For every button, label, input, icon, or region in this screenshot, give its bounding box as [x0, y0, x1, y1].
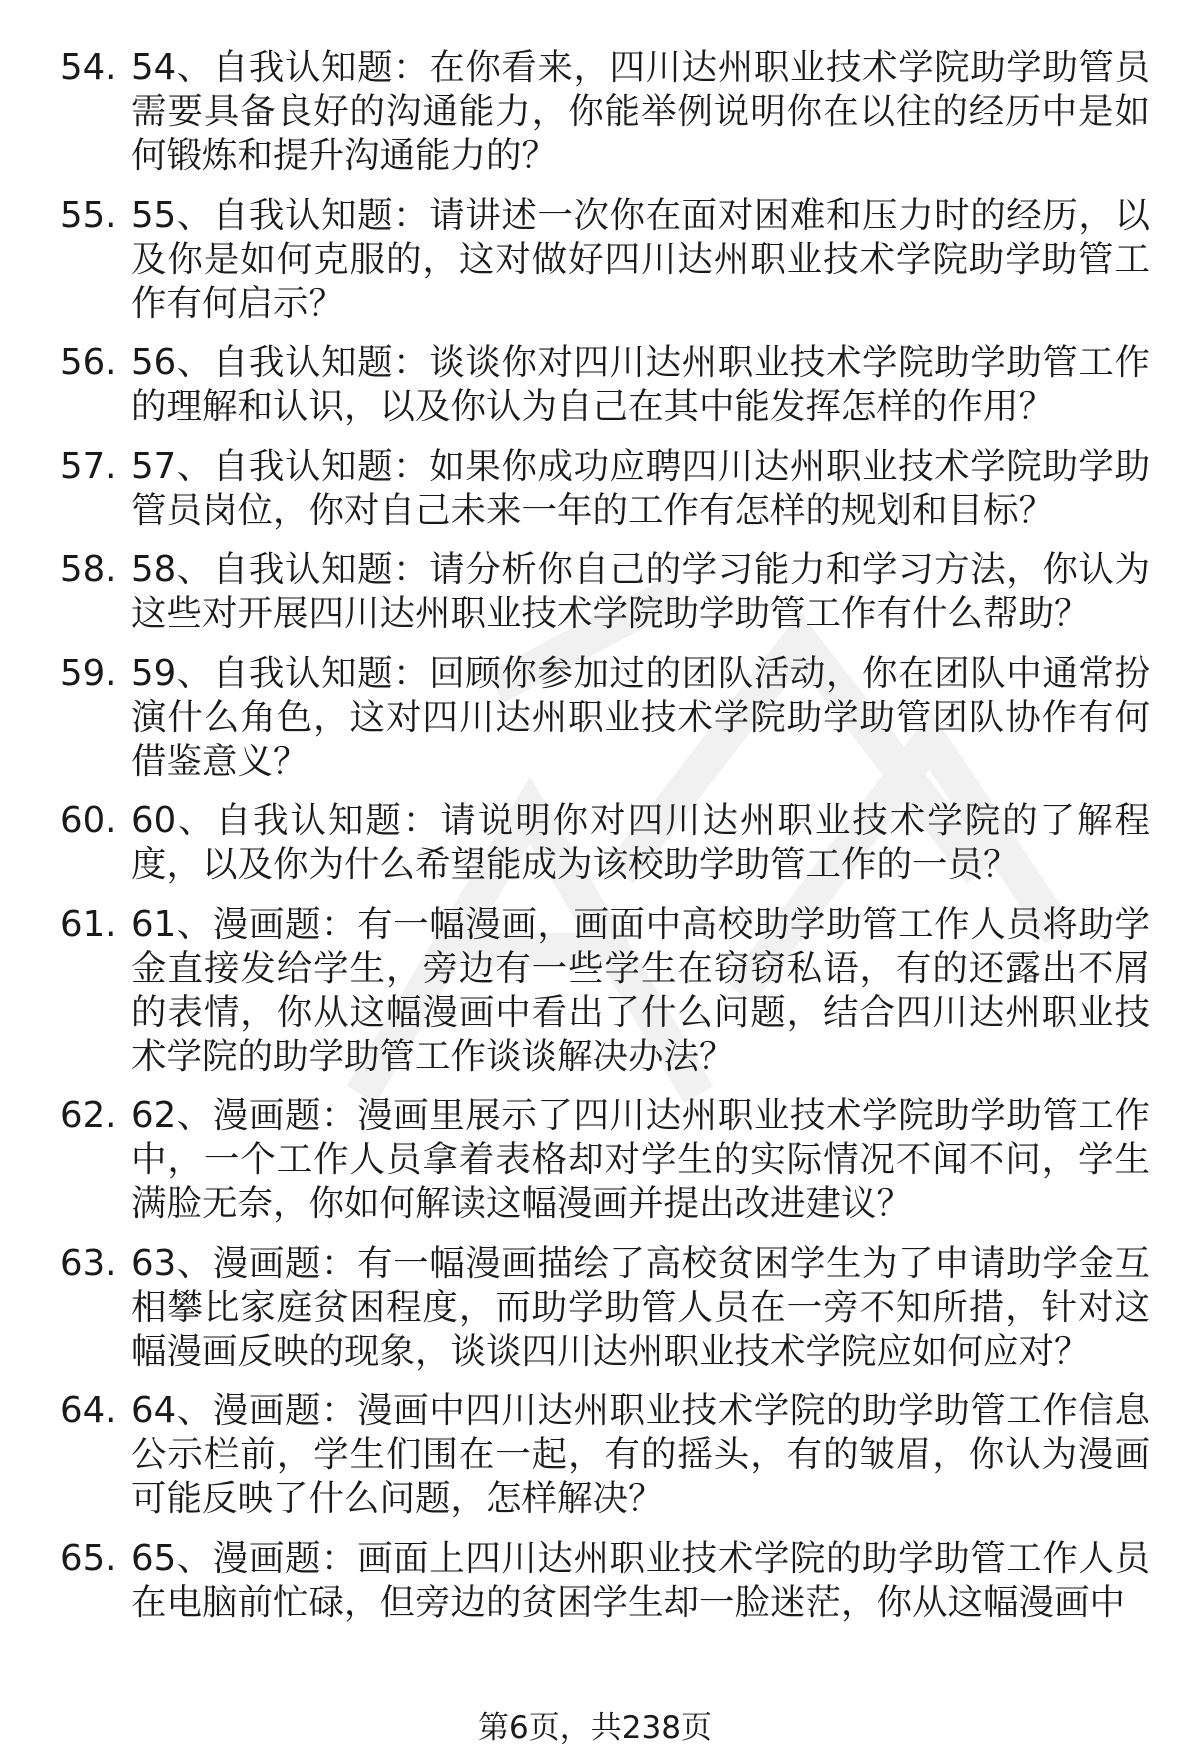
- question-item: [60, 548, 1150, 636]
- question-item: [60, 1537, 1150, 1625]
- question-item: [60, 341, 1150, 429]
- question-item: [60, 46, 1150, 178]
- question-list: [60, 46, 1150, 1640]
- question-text: 56、自我认知题：谈谈你对四川达州职业技术学院助学助管工作的理解和认识，以及你认为自己在其中能发挥怎样的作用？: [131, 342, 1150, 427]
- question-item: [60, 652, 1150, 784]
- question-item: [60, 903, 1150, 1079]
- question-number: 55.: [60, 194, 117, 236]
- question-text: 60、自我认知题：请说明你对四川达州职业技术学院的了解程度，以及你为什么希望能成为该校助学助管工作的一员？: [131, 800, 1150, 885]
- question-number: 58.: [60, 549, 117, 590]
- question-number: 63.: [60, 1242, 117, 1284]
- question-text: 61、漫画题：有一幅漫画，画面中高校助学助管工作人员将助学金直接发给学生，旁边有一些学生在窃窃私语，有的还露出不屑的表情，你从这幅漫画中看出了什么问题，结合四川达州职业技术学院的助学助管工作谈谈解决办法？: [131, 903, 1150, 1077]
- question-number: 57.: [60, 445, 117, 487]
- question-number: 59.: [60, 652, 117, 694]
- question-item: [60, 1389, 1150, 1521]
- question-item: [60, 799, 1150, 887]
- question-number: 60.: [60, 800, 117, 841]
- question-number: 65.: [60, 1537, 117, 1579]
- question-item: [60, 445, 1150, 533]
- question-text: 65、漫画题：画面上四川达州职业技术学院的助学助管工作人员在电脑前忙碌，但旁边的贫困学生却一脸迷茫，你从这幅漫画中: [131, 1537, 1150, 1623]
- question-text: 57、自我认知题：如果你成功应聘四川达州职业技术学院助学助管员岗位，你对自己未来一年的工作有怎样的规划和目标？: [131, 445, 1150, 531]
- question-number: 64.: [60, 1390, 117, 1431]
- question-text: 54、自我认知题：在你看来，四川达州职业技术学院助学助管员需要具备良好的沟通能力，你能举例说明你在以往的经历中是如何锻炼和提升沟通能力的？: [131, 47, 1150, 176]
- question-text: 58、自我认知题：请分析你自己的学习能力和学习方法，你认为这些对开展四川达州职业技术学院助学助管工作有什么帮助？: [131, 549, 1150, 634]
- question-number: 61.: [60, 903, 117, 945]
- page-footer: 第6页，共238页: [478, 1710, 712, 1746]
- question-text: 63、漫画题：有一幅漫画描绘了高校贫困学生为了申请助学金互相攀比家庭贫困程度，而助学助管人员在一旁不知所措，针对这幅漫画反映的现象，谈谈四川达州职业技术学院应如何应对？: [131, 1242, 1150, 1372]
- question-text: 64、漫画题：漫画中四川达州职业技术学院的助学助管工作信息公示栏前，学生们围在一起，有的摇头，有的皱眉，你认为漫画可能反映了什么问题，怎样解决？: [131, 1390, 1150, 1519]
- question-number: 62.: [60, 1095, 117, 1136]
- question-number: 56.: [60, 342, 117, 383]
- question-text: 59、自我认知题：回顾你参加过的团队活动，你在团队中通常扮演什么角色，这对四川达州职业技术学院助学助管团队协作有何借鉴意义？: [131, 652, 1150, 782]
- question-item: [60, 1094, 1150, 1226]
- question-number: 54.: [60, 47, 117, 88]
- question-text: 62、漫画题：漫画里展示了四川达州职业技术学院助学助管工作中，一个工作人员拿着表格却对学生的实际情况不闻不问，学生满脸无奈，你如何解读这幅漫画并提出改进建议？: [131, 1095, 1150, 1224]
- question-text: 55、自我认知题：请讲述一次你在面对困难和压力时的经历，以及你是如何克服的，这对做好四川达州职业技术学院助学助管工作有何启示？: [131, 194, 1150, 324]
- question-item: [60, 1242, 1150, 1374]
- question-item: [60, 194, 1150, 326]
